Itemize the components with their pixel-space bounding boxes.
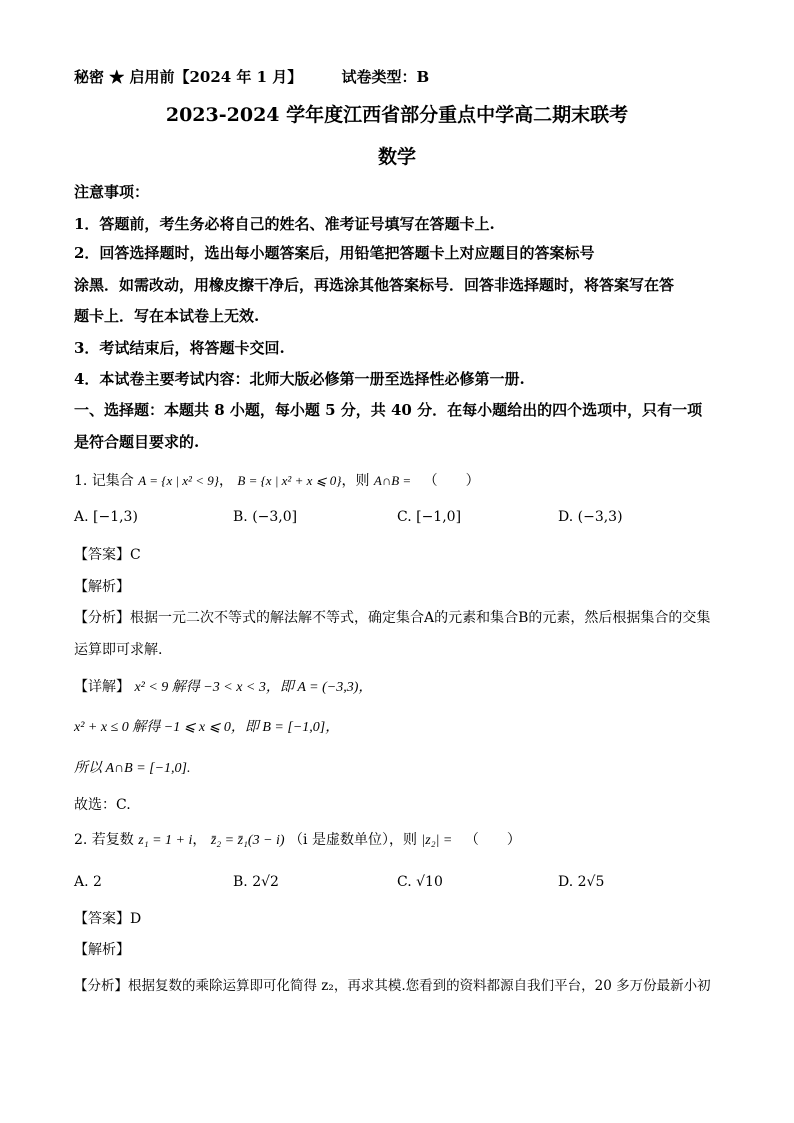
q2-option-c: C. √10 <box>397 874 443 890</box>
q1-expr: A∩B = <box>373 473 412 488</box>
notes-item-2b: 涂黑．如需改动，用橡皮擦干净后，再选涂其他答案标号．回答非选择题时，将答案写在答 <box>74 276 675 294</box>
q1-option-d: D. (−3,3) <box>558 509 623 525</box>
q1-prefix: 1. 记集合 <box>74 473 134 489</box>
q2-option-d: D. 2√5 <box>558 874 605 890</box>
q1-detail-text1: x² < 9 解得 −3 < x < 3，即 A = (−3,3)， <box>134 680 373 695</box>
q2-comma: ， <box>192 832 207 848</box>
q1-fenxi-line1: 【分析】根据一元二次不等式的解法解不等式，确定集合A的元素和集合B的元素，然后根据集合的交集 <box>74 610 711 626</box>
q2-option-b: B. 2√2 <box>233 874 279 890</box>
q1-detail-line1 <box>74 677 372 698</box>
q2-z2: z̄₂ = z̄₁(3 − i) <box>210 833 285 848</box>
q1-fenxi-line2: 运算即可求解. <box>74 642 163 658</box>
q2-fenxi: 【分析】根据复数的乘除运算即可化简得 z₂，再求其模. <box>74 978 406 994</box>
question-2-stem <box>74 830 521 851</box>
q2-prefix: 2. 若复数 <box>74 832 134 848</box>
secret-header <box>74 67 429 87</box>
q2-analysis-label: 【解析】 <box>74 942 130 958</box>
q1-paren: （ ） <box>423 473 480 489</box>
q1-option-a: A. [−1,3) <box>74 509 138 525</box>
paper-type-label: 试卷类型：B <box>341 68 430 86</box>
notes-item-1: 1．答题前，考生务必将自己的姓名、准考证号填写在答题卡上. <box>74 215 495 233</box>
subject-title: 数学 <box>377 146 416 168</box>
q1-choose: 故选：C. <box>74 797 131 813</box>
q1-detail-line3: 所以 A∩B = [−1,0]. <box>74 761 191 776</box>
q1-set-a: A = {x | x² < 9} <box>138 473 219 488</box>
q2-option-a: A. 2 <box>74 874 102 890</box>
q1-comma: ， <box>218 473 233 489</box>
section-heading-line1: 一、选择题：本题共 8 小题，每小题 5 分，共 40 分．在每小题给出的四个选项中，只有一项 <box>74 401 703 419</box>
notes-item-2a: 2．回答选择题时，选出每小题答案后，用铅笔把答题卡上对应题目的答案标号 <box>74 244 595 262</box>
exam-title: 2023-2024 学年度江西省部分重点中学高二期末联考 <box>165 104 629 126</box>
q1-detail-line2: x² + x ≤ 0 解得 −1 ⩽ x ⩽ 0，即 B = [−1,0]， <box>74 720 340 735</box>
q1-answer: 【答案】C <box>74 547 141 563</box>
q2-note: （i 是虚数单位），则 <box>289 832 417 848</box>
q2-answer: 【答案】D <box>74 911 142 927</box>
q1-detail-label: 【详解】 <box>74 679 130 695</box>
q1-ask: ，则 <box>341 473 370 489</box>
notes-item-4: 4．本试卷主要考试内容：北师大版必修第一册至选择性必修第一册. <box>74 370 525 388</box>
notes-heading: 注意事项： <box>74 183 150 201</box>
q1-option-b: B. (−3,0] <box>233 509 298 525</box>
section-heading-line2: 是符合题目要求的. <box>74 433 200 451</box>
q2-paren: （ ） <box>464 832 521 848</box>
question-1-stem <box>74 471 480 491</box>
secret-label: 秘密 ★ 启用前【2024 年 1 月】 <box>74 68 303 86</box>
notes-item-2c: 题卡上．写在本试卷上无效. <box>74 307 260 325</box>
q2-ad-text: 您看到的资料都源自我们平台，20 多万份最新小初 <box>405 978 711 994</box>
notes-item-3: 3．考试结束后，将答题卡交回. <box>74 339 285 357</box>
q2-z1: z₁ = 1 + i <box>138 833 193 848</box>
q1-option-c: C. [−1,0] <box>397 509 462 525</box>
q2-fenxi-line <box>74 976 711 996</box>
q1-set-b: B = {x | x² + x ⩽ 0} <box>237 473 342 488</box>
q2-mod: |z₂| = <box>421 833 453 848</box>
q1-analysis-label: 【解析】 <box>74 579 130 595</box>
